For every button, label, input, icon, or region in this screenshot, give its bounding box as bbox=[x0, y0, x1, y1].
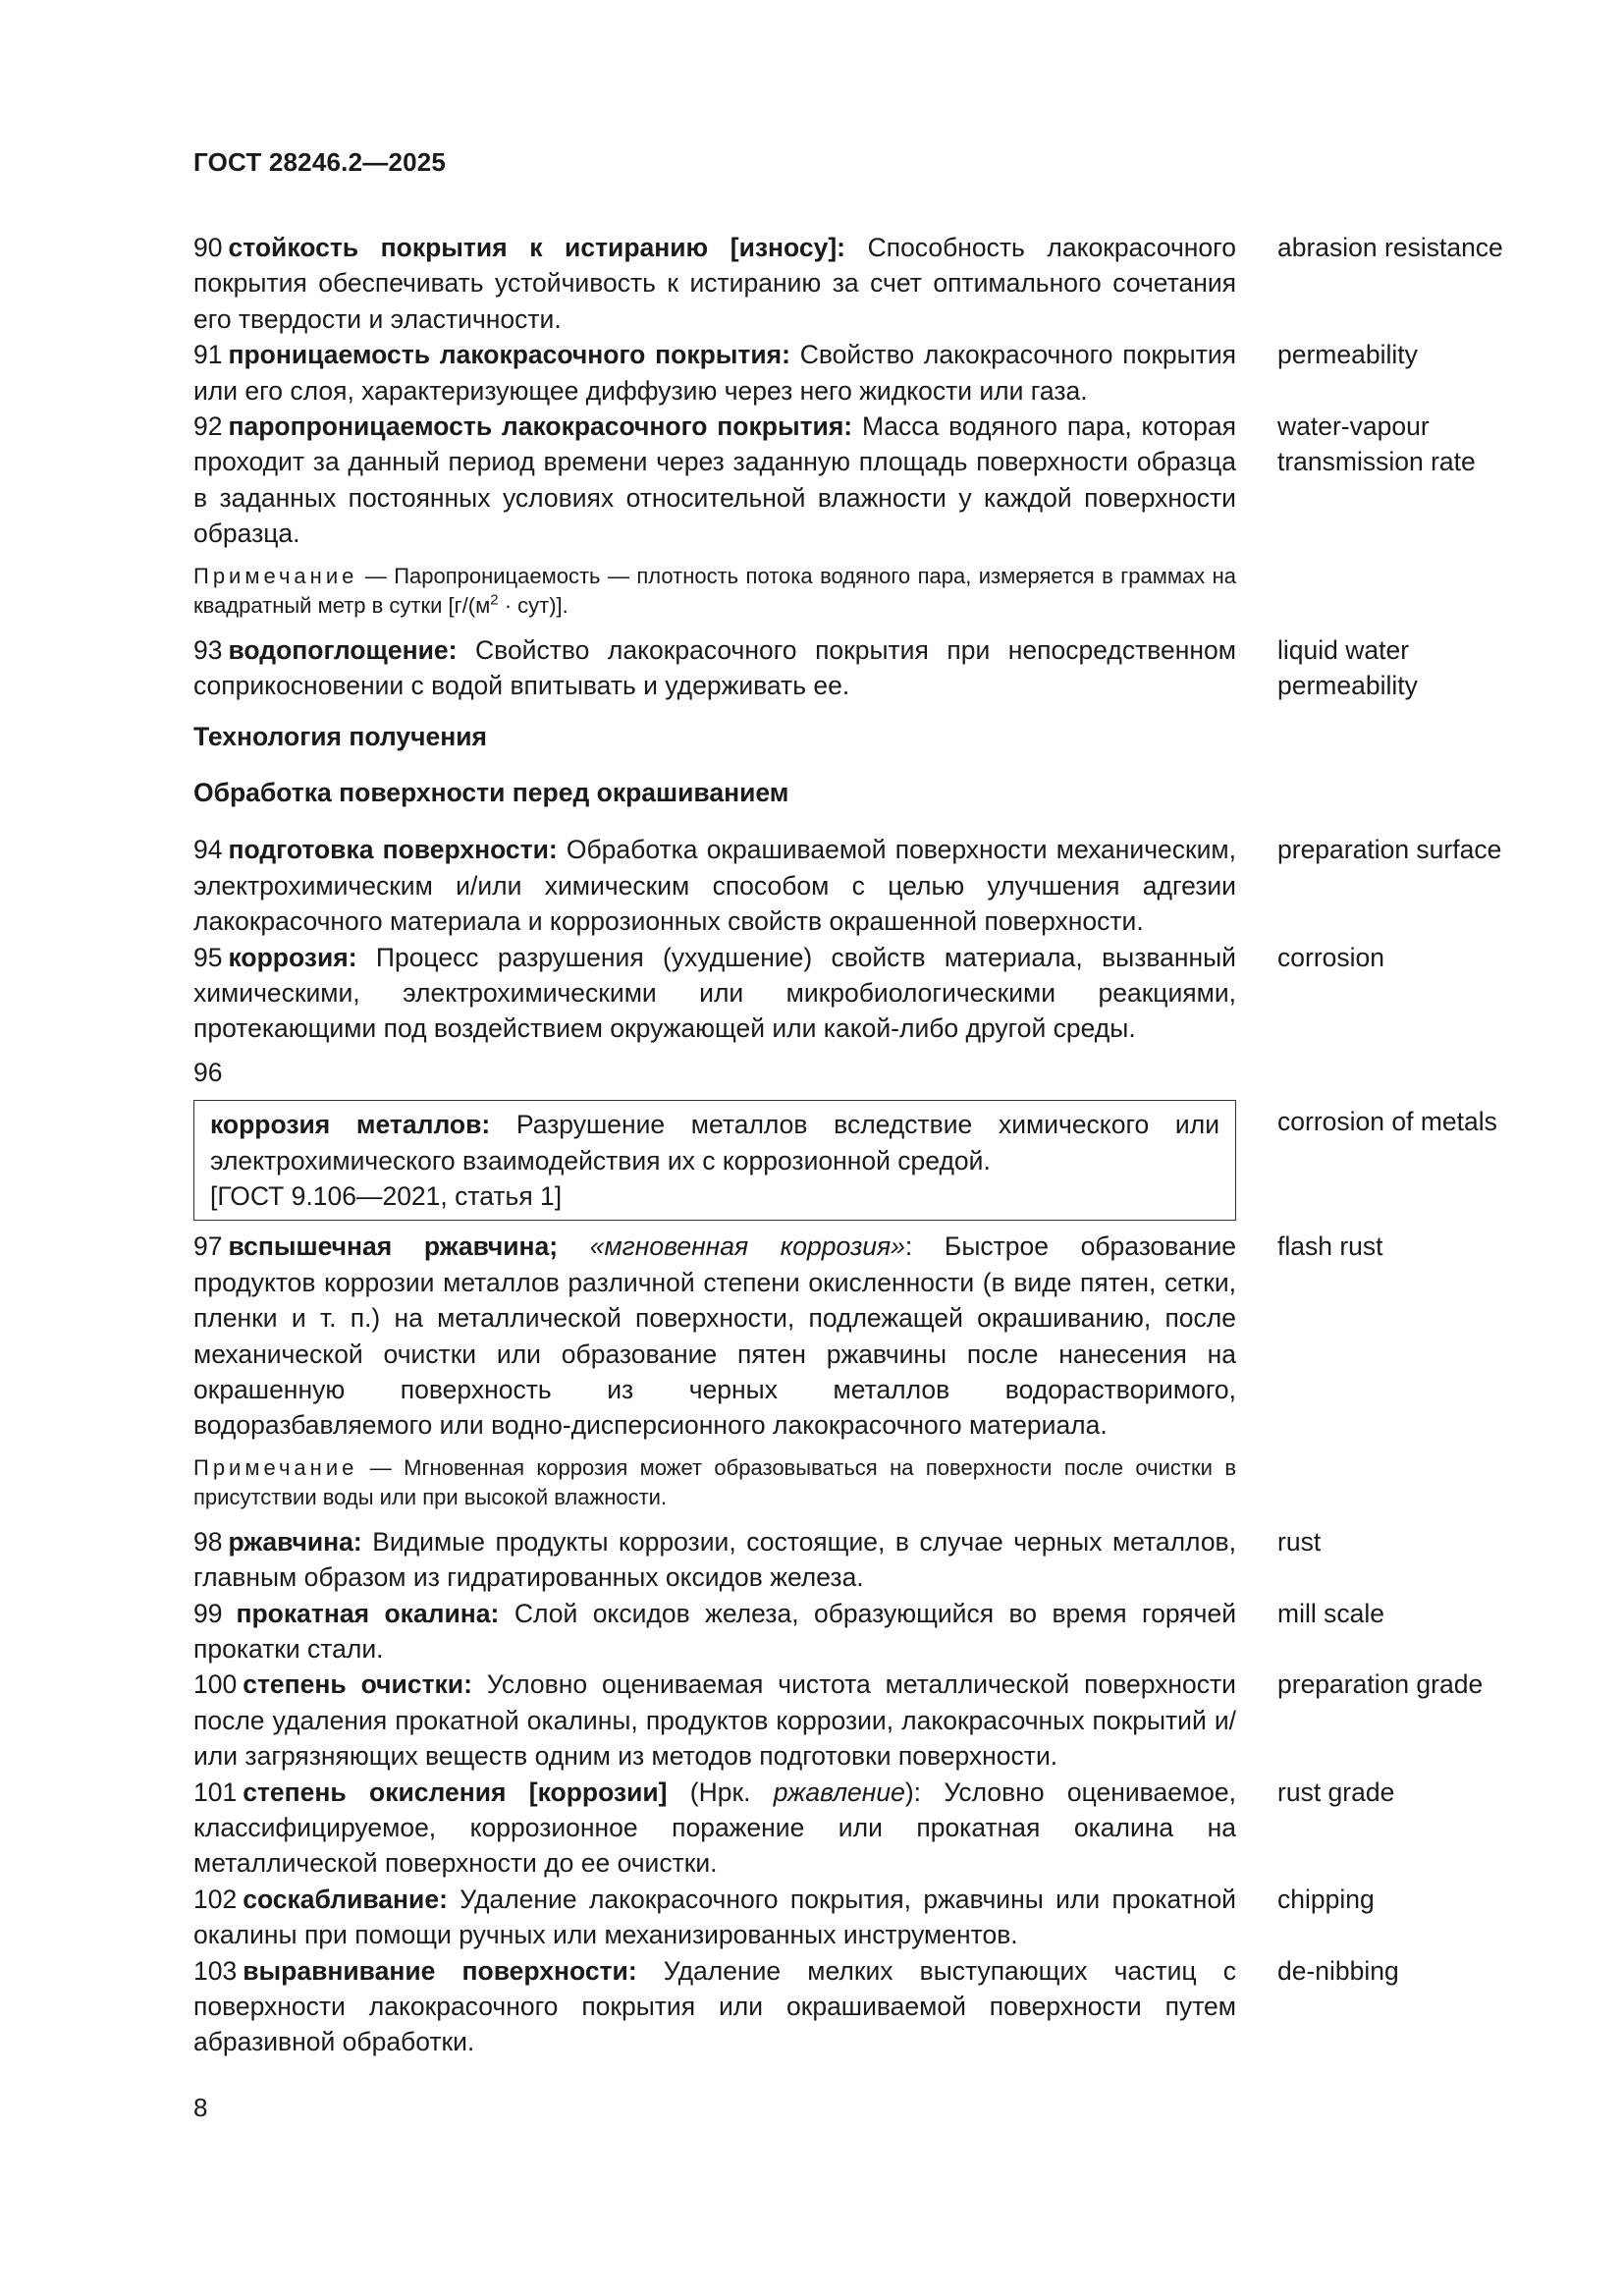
note-text: — Паропроницаемость — плотность потока водяного пара, измеряется в граммах на квадратный метр в сутки [г/(м bbox=[193, 563, 1236, 618]
term-deprecated-prefix: (Нрк. bbox=[667, 1777, 774, 1807]
term-number: 93 bbox=[193, 634, 223, 665]
term-definition bbox=[193, 832, 1236, 939]
term-name: выравнивание поверхности: bbox=[243, 1955, 637, 1986]
term-text: Масса водяного пара, которая проходит за данный период времени через заданную площадь поверхности образца в заданных постоянных условиях относительной влажности у каждой поверхности образца. bbox=[193, 411, 1236, 549]
term-definition bbox=[193, 1229, 1236, 1443]
term-number: 96 bbox=[193, 1057, 223, 1087]
term-number: 99 bbox=[193, 1598, 223, 1628]
term-equivalent: corrosion bbox=[1277, 942, 1384, 972]
term-entry bbox=[193, 832, 1529, 939]
term-entry bbox=[193, 230, 1529, 337]
term-text: Обработка окрашиваемой поверхности механическим, электрохимическим и/или химическим способом с целью улучшения адгезии лакокрасочного материала и коррозионных свойств окрашенной поверхности. bbox=[193, 835, 1236, 937]
term-synonym: «мгновенная коррозия» bbox=[589, 1231, 905, 1262]
term-equivalent: chipping bbox=[1277, 1884, 1375, 1914]
term-definition bbox=[193, 1775, 1236, 1882]
term-entry bbox=[193, 1229, 1529, 1443]
term-text: Разрушение металлов вследствие химического или электрохимического взаимодействия их с коррозионной средой. bbox=[210, 1110, 1219, 1175]
term-name: степень очистки: bbox=[243, 1669, 472, 1700]
term-name: соскабливание: bbox=[243, 1884, 448, 1914]
term-entry bbox=[193, 940, 1529, 1047]
term-number: 102 bbox=[193, 1884, 238, 1914]
term-equivalent: permeability bbox=[1277, 340, 1418, 370]
term-equivalent: flash rust bbox=[1277, 1231, 1383, 1262]
term-name: коррозия: bbox=[228, 942, 357, 972]
term-entry bbox=[193, 1524, 1529, 1596]
term-text: Свойство лакокрасочного покрытия при непосредственном соприкосновении с водой впитывать и удерживать ее. bbox=[193, 634, 1236, 701]
note bbox=[193, 562, 1236, 621]
note-text: — Мгновенная коррозия может образовываться на поверхности после очистки в присутствии воды или при высокой влажности. bbox=[193, 1454, 1236, 1509]
term-text: Процесс разрушения (ухудшение) свойств материала, вызванный химическими, электрохимическими или микробиологическими реакциями, протекающими под воздействием окружающей или какой-либо другой среды. bbox=[193, 942, 1236, 1044]
term-entry bbox=[193, 1667, 1529, 1774]
term-number: 101 bbox=[193, 1777, 238, 1807]
term-text: Видимые продукты коррозии, состоящие, в случае черных металлов, главным образом из гидратированных оксидов железа. bbox=[193, 1526, 1236, 1593]
note-label: Примечание bbox=[193, 1454, 358, 1480]
term-definition bbox=[193, 632, 1236, 704]
term-name: паропроницаемость лакокрасочного покрытия: bbox=[228, 411, 853, 442]
term-name: стойкость покрытия к истиранию [износу]: bbox=[228, 233, 846, 262]
term-name: прокатная окалина: bbox=[236, 1598, 500, 1628]
term-number: 94 bbox=[193, 835, 223, 865]
term-entry bbox=[193, 1775, 1529, 1882]
note-text-end: · сут)]. bbox=[498, 592, 568, 618]
term-equivalent: preparation surface bbox=[1277, 835, 1502, 865]
term-number: 97 bbox=[193, 1231, 223, 1262]
term-text: ): Условно оцениваемое, классифицируемое, коррозионное поражение или прокатная окалина на металлической поверхности до ее очистки. bbox=[193, 1777, 1236, 1879]
term-number: 90 bbox=[193, 233, 223, 262]
term-equivalent: mill scale bbox=[1277, 1598, 1384, 1628]
term-definition bbox=[193, 1953, 1236, 2060]
term-text: Способность лакокрасочного покрытия обеспечивать устойчивость к истиранию за счет оптимального сочетания его твердости и эластичности. bbox=[193, 233, 1236, 334]
term-definition bbox=[193, 940, 1236, 1047]
term-text: Условно оцениваемая чистота металлической поверхности после удаления прокатной окалины, продуктов коррозии, лакокрасочных покрытий и/или загрязняющих веществ одним из методов подготовки поверхности. bbox=[193, 1669, 1236, 1772]
page-number: 8 bbox=[193, 2093, 208, 2122]
term-entry-boxed bbox=[193, 1100, 1529, 1221]
term-definition bbox=[210, 1107, 1219, 1178]
term-definition bbox=[193, 1667, 1236, 1774]
term-text: Удаление мелких выступающих частиц с поверхности лакокрасочного покрытия или окрашиваемой поверхности путем абразивной обработки. bbox=[193, 1955, 1236, 2057]
term-equivalent: rust grade bbox=[1277, 1777, 1395, 1807]
term-equivalent: water-vapour transmission rate bbox=[1277, 411, 1476, 477]
term-definition-box bbox=[193, 1100, 1236, 1221]
note bbox=[193, 1453, 1236, 1512]
term-reference: [ГОСТ 9.106—2021, статья 1] bbox=[210, 1180, 563, 1211]
term-number: 92 bbox=[193, 411, 223, 442]
term-name: ржавчина: bbox=[228, 1526, 362, 1557]
term-entry bbox=[193, 337, 1529, 409]
term-name: вспышечная ржавчина; bbox=[228, 1231, 559, 1262]
term-text: Удаление лакокрасочного покрытия, ржавчины или прокатной окалины при помощи ручных или механизированных инструментов. bbox=[193, 1884, 1236, 1950]
term-name: коррозия металлов: bbox=[210, 1110, 491, 1140]
term-number: 95 bbox=[193, 942, 223, 972]
terms-content bbox=[193, 230, 1529, 2060]
term-definition bbox=[193, 409, 1236, 552]
note-superscript: 2 bbox=[490, 591, 499, 609]
term-name: проницаемость лакокрасочного покрытия: bbox=[228, 340, 790, 370]
term-entry bbox=[193, 632, 1529, 704]
term-text: Слой оксидов железа, образующийся во время горячей прокатки стали. bbox=[193, 1598, 1236, 1664]
term-equivalent: abrasion resistance bbox=[1277, 233, 1503, 262]
subsection-heading: Обработка поверхности перед окрашиванием bbox=[193, 777, 789, 807]
term-definition bbox=[193, 230, 1236, 337]
term-entry bbox=[193, 1953, 1529, 2060]
term-number: 98 bbox=[193, 1526, 223, 1557]
term-name: подготовка поверхности: bbox=[228, 835, 558, 865]
term-equivalent: preparation grade bbox=[1277, 1669, 1484, 1700]
term-text: : Быстрое образование продуктов коррозии металлов различной степени окисленности (в виде пятен, сетки, пленки и т. п.) на металлической поверхности, подлежащей окрашиванию, после механической очистки или образование пятен ржавчины после нанесения на окрашенную поверхность из черных металлов водорастворимого, водоразбавляемого или водно-дисперсионного лакокрасочного материала. bbox=[193, 1231, 1236, 1441]
term-equivalent: de-nibbing bbox=[1277, 1955, 1399, 1986]
term-entry bbox=[193, 409, 1529, 552]
term-entry bbox=[193, 1596, 1529, 1667]
document-header: ГОСТ 28246.2—2025 bbox=[193, 147, 447, 177]
term-text: Свойство лакокрасочного покрытия или его слоя, характеризующее диффузию через него жидкости или газа. bbox=[193, 340, 1237, 406]
term-deprecated: ржавление bbox=[773, 1777, 905, 1807]
term-name: степень окисления [коррозии] bbox=[243, 1777, 668, 1807]
term-name: водопоглощение: bbox=[228, 634, 458, 665]
term-number: 91 bbox=[193, 340, 223, 370]
term-number: 100 bbox=[193, 1669, 238, 1700]
term-number: 103 bbox=[193, 1955, 238, 1986]
term-equivalent: corrosion of metals bbox=[1277, 1107, 1497, 1137]
term-equivalent: rust bbox=[1277, 1526, 1322, 1557]
term-definition bbox=[193, 1596, 1236, 1667]
note-label: Примечание bbox=[193, 563, 358, 588]
term-entry bbox=[193, 1882, 1529, 1953]
term-definition bbox=[193, 337, 1236, 409]
term-equivalent: liquid water permeability bbox=[1277, 634, 1418, 701]
term-definition bbox=[193, 1524, 1236, 1596]
term-definition bbox=[193, 1882, 1236, 1953]
section-heading: Технология получения bbox=[193, 722, 487, 752]
